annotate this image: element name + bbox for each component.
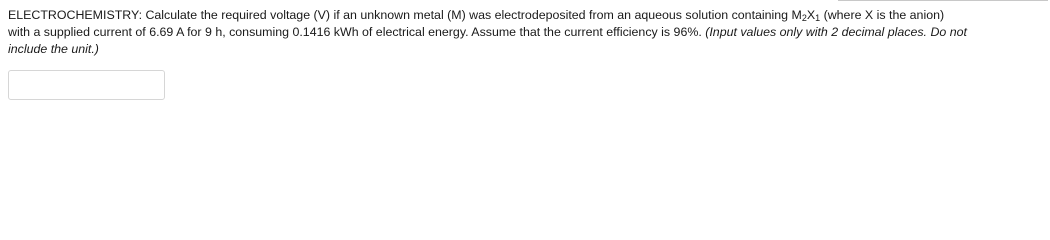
- question-text: [8, 7, 1044, 58]
- instruction-text-continued: include the unit.): [8, 42, 99, 56]
- question-line-1-prefix: ELECTROCHEMISTRY: Calculate the required voltage (V) if an unknown metal (M) was electrodeposited from an aqueous solution containing M: [8, 8, 802, 22]
- question-line-2: [8, 24, 1044, 41]
- question-line-2-text: with a supplied current of 6.69 A for 9 h, consuming 0.1416 kWh of electrical energy. Assume that the current efficiency is 96%.: [8, 25, 706, 39]
- formula-subscript-m: 2: [801, 13, 807, 23]
- formula-subscript-x: 1: [815, 13, 821, 23]
- formula-anion: X: [806, 8, 816, 22]
- question-line-1: [8, 7, 1044, 24]
- question-line-3: [8, 41, 1044, 58]
- top-divider: [838, 0, 1048, 1]
- answer-input[interactable]: [8, 70, 165, 100]
- instruction-text: (Input values only with 2 decimal places. Do not: [705, 25, 967, 39]
- question-line-1-suffix: (where X is the anion): [820, 8, 945, 22]
